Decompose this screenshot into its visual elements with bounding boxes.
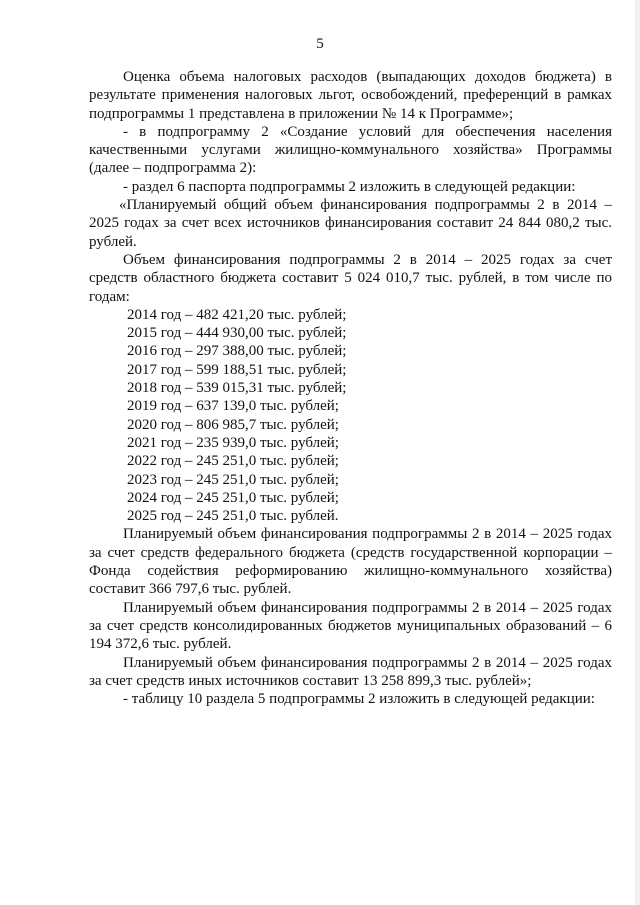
- year-item-2023: 2023 год – 245 251,0 тыс. рублей;: [127, 471, 339, 488]
- page-number: 5: [316, 36, 324, 52]
- year-item-2019: 2019 год – 637 139,0 тыс. рублей;: [127, 398, 339, 415]
- paragraph-other-sources: Планируемый объем финансирования подпрограммы 2 в 2014 – 2025 годах за счет средств иных источников составит 13 258 899,3 тыс. рублей»;: [89, 654, 612, 689]
- year-item-2015: 2015 год – 444 930,00 тыс. рублей;: [127, 325, 347, 342]
- year-item-2016: 2016 год – 297 388,00 тыс. рублей;: [127, 343, 347, 360]
- year-item-2020: 2020 год – 806 985,7 тыс. рублей;: [127, 416, 339, 433]
- paragraph-regional-budget: Объем финансирования подпрограммы 2 в 2014 – 2025 годах за счет средств областного бюджета составит 5 024 010,7 тыс. рублей, в том числе по годам:: [89, 251, 612, 305]
- year-item-2022: 2022 год – 245 251,0 тыс. рублей;: [127, 453, 339, 470]
- paragraph-section-6-passport: - раздел 6 паспорта подпрограммы 2 изложить в следующей редакции:: [123, 178, 576, 195]
- year-item-2024: 2024 год – 245 251,0 тыс. рублей;: [127, 489, 339, 506]
- year-item-2014: 2014 год – 482 421,20 тыс. рублей;: [127, 306, 347, 323]
- year-item-2025: 2025 год – 245 251,0 тыс. рублей.: [127, 508, 339, 525]
- paragraph-federal-budget: Планируемый объем финансирования подпрограммы 2 в 2014 – 2025 годах за счет средств федерального бюджета (средств государственной корпорации – Фонда содействия реформированию жилищно-коммунального хозяйства) составит 366 797,6 тыс. рублей.: [89, 526, 612, 598]
- year-item-2021: 2021 год – 235 939,0 тыс. рублей;: [127, 434, 339, 451]
- year-item-2018: 2018 год – 539 015,31 тыс. рублей;: [127, 380, 347, 397]
- document-body: [89, 68, 612, 708]
- yearly-financing-list: [89, 306, 612, 526]
- paragraph-total-financing: «Планируемый общий объем финансирования подпрограммы 2 в 2014 – 2025 годах за счет всех источников финансирования составит 24 844 080,2 тыс. рублей.: [89, 197, 612, 250]
- paragraph-subprogram-2-intro: - в подпрограмму 2 «Создание условий для обеспечения населения качественными услугами жилищно-коммунального хозяйства» Программы (далее – подпрограмма 2):: [89, 123, 612, 177]
- scan-edge-shadow: [635, 0, 640, 905]
- paragraph-table-10: - таблицу 10 раздела 5 подпрограммы 2 изложить в следующей редакции:: [123, 691, 595, 708]
- paragraph-municipal-budgets: Планируемый объем финансирования подпрограммы 2 в 2014 – 2025 годах за счет средств консолидированных бюджетов муниципальных образований – 6 194 372,6 тыс. рублей.: [89, 599, 612, 653]
- paragraph-tax-expenditures: Оценка объема налоговых расходов (выпадающих доходов бюджета) в результате применения налоговых льгот, освобождений, преференций в рамках подпрограммы 1 представлена в приложении № 14 к Программе»;: [89, 69, 612, 122]
- year-item-2017: 2017 год – 599 188,51 тыс. рублей;: [127, 361, 347, 378]
